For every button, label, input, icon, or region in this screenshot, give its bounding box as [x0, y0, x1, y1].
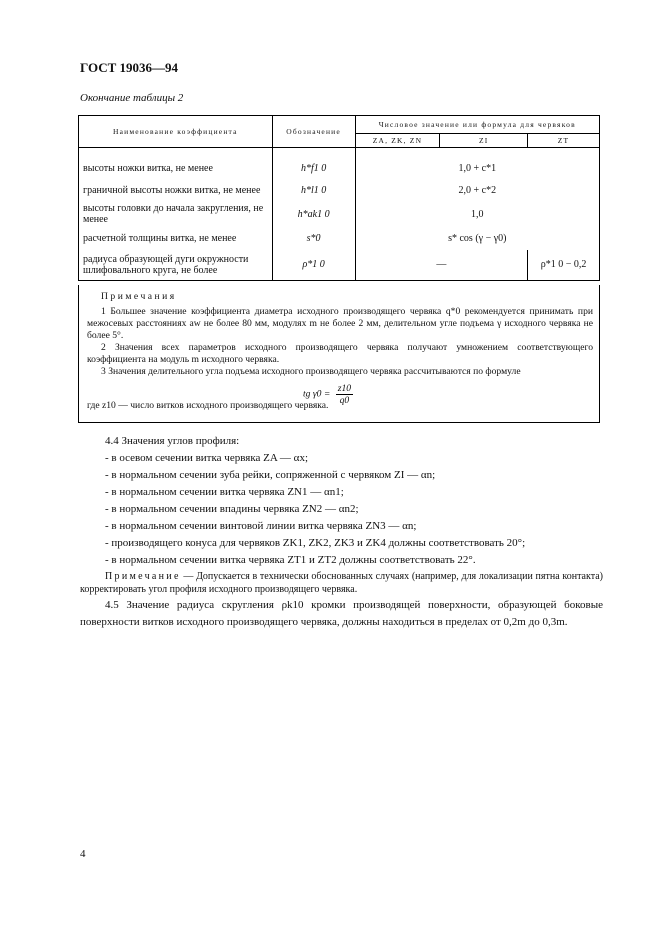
section-4-4-note	[80, 570, 603, 596]
row-value: 2,0 + c*2	[355, 178, 599, 202]
section-4-4-title: 4.4 Значения углов профиля:	[105, 435, 240, 447]
row-designation: s*0	[272, 226, 355, 250]
section-4-4-list	[105, 450, 605, 569]
row-designation: h*f1 0	[272, 158, 355, 178]
row-value: s* cos (γ − γ0)	[355, 226, 599, 250]
list-item: - в нормальном сечении зуба рейки, сопряженной с червяком ZI — αn;	[105, 469, 436, 481]
row-designation: ρ*1 0	[272, 250, 355, 280]
row-value: 1,0	[355, 202, 599, 226]
note-where: где z10 — число витков исходного производящего червяка.	[87, 400, 329, 411]
table-row	[79, 202, 600, 226]
table-row	[79, 250, 600, 280]
subheader-za-zk-zn: ZA, ZK, ZN	[355, 134, 440, 148]
list-item: - в нормальном сечении винтовой линии витка червяка ZN3 — αn;	[105, 520, 417, 532]
list-item: - в нормальном сечении витка червяка ZT1 и ZT2 должны соответствовать 22°.	[105, 554, 476, 566]
document-code: ГОСТ 19036—94	[80, 60, 179, 75]
list-item: - в нормальном сечении впадины червяка ZN2 — αn2;	[105, 503, 359, 515]
table-row	[79, 226, 600, 250]
row-value: —	[355, 250, 528, 280]
table-notes	[78, 285, 600, 423]
row-name: радиуса образующей дуги окружности шлифовального круга, не более	[79, 250, 273, 280]
page-number: 4	[80, 848, 86, 860]
row-name: расчетной толщины витка, не менее	[79, 226, 273, 250]
row-name: высоты ножки витка, не менее	[79, 158, 273, 178]
list-item: - производящего конуса для червяков ZK1, ZK2, ZK3 и ZK4 должны соответствовать 20°;	[105, 537, 526, 549]
section-4-5: 4.5 Значение радиуса скругления ρk10 кромки производящей поверхности, образующей боковые поверхности витков исходного производящего червяка, должны находиться в пределах от 0,2m до 0,3m.	[80, 599, 603, 628]
row-value: 1,0 + c*1	[355, 158, 599, 178]
list-item: - в осевом сечении витка червяка ZA — αx;	[105, 452, 309, 464]
formula-denominator: q0	[339, 395, 350, 406]
note-label: Примечание	[105, 571, 181, 582]
header-designation: Обозначение	[272, 116, 355, 148]
notes-title: Примечания	[101, 291, 177, 302]
list-item: - в нормальном сечении витка червяка ZN1 — αn1;	[105, 486, 344, 498]
table-caption: Окончание таблицы 2	[80, 92, 184, 104]
formula-numerator: z10	[337, 383, 352, 394]
note-1: 1 Большее значение коэффициента диаметра исходного производящего червяка q*0 рекомендуется принимать при межосевых расстояниях aw не более 80 мм, модулях m не более 2 мм, делительном угле подъема γ исходного червяка не более 5°.	[87, 306, 593, 341]
row-name: высоты головки до начала закругления, не менее	[79, 202, 273, 226]
formula-lhs: tg γ0 =	[303, 388, 331, 400]
subheader-zt: ZT	[528, 134, 600, 148]
table-row	[79, 158, 600, 178]
note-3: 3 Значения делительного угла подъема исходного производящего червяка рассчитываются по формуле	[101, 366, 521, 377]
note-text: — Допускается в технически обоснованных случаях (например, для локализации пятна контакта) корректировать угол профиля исходного производящего червяка.	[80, 571, 603, 595]
row-designation: h*l1 0	[272, 178, 355, 202]
header-name: Наименование коэффициента	[79, 116, 273, 148]
header-value: Числовое значение или формула для червяков	[355, 116, 599, 134]
row-value-zt: ρ*1 0 − 0,2	[528, 250, 600, 280]
row-name: граничной высоты ножки витка, не менее	[79, 178, 273, 202]
row-designation: h*ak1 0	[272, 202, 355, 226]
parameters-table	[78, 115, 600, 281]
table-row	[79, 178, 600, 202]
note-2: 2 Значения всех параметров исходного производящего червяка получают умножением соответствующего коэффициента на модуль m исходного червяка.	[87, 342, 593, 365]
subheader-zi: ZI	[440, 134, 528, 148]
